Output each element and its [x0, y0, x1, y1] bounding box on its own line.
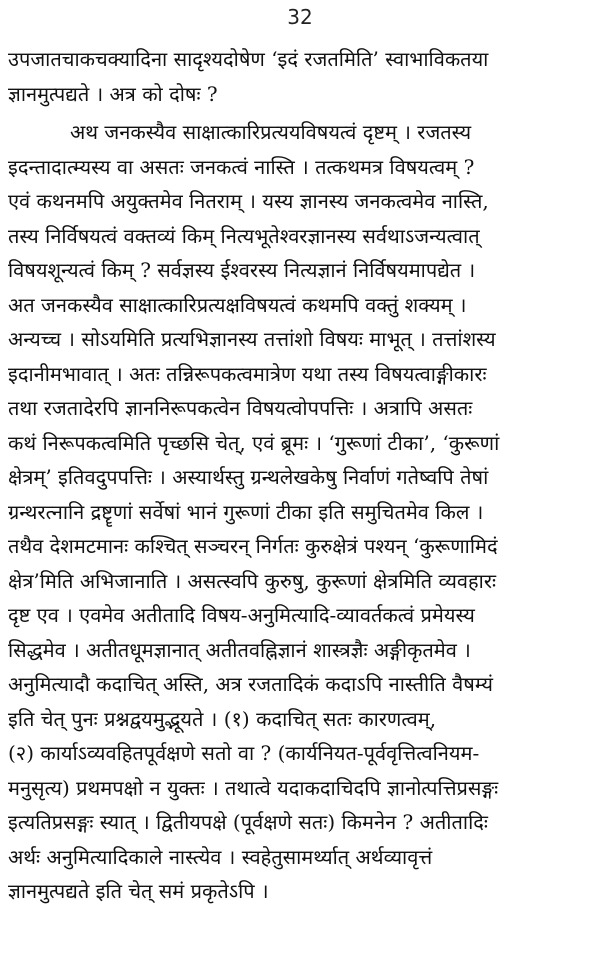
text-line: अथ जनकस्यैव साक्षात्कारिप्रत्ययविषयत्वं दृष्टम् । रजतस्य — [70, 120, 472, 144]
text-line: अन्यच्च । सोऽयमिति प्रत्यभिज्ञानस्य तत्तांशो विषयः माभूत् । तत्तांशस्य — [8, 327, 496, 351]
text-line: अत जनकस्यैव साक्षात्कारिप्रत्यक्षविषयत्वं कथमपि वक्तुं शक्यम् । — [8, 292, 467, 317]
text-line: ज्ञानमुत्पद्यते इति चेत् समं प्रकृतेऽपि । — [8, 879, 269, 903]
text-line: उपजातचाकचक्यादिना सादृश्यदोषेण ‘इदं रजतमिति’ स्वाभाविकतया — [8, 47, 489, 71]
text-line: इदानीमभावात् । अतः तन्निरूपकत्वमात्रेण यथा तस्य विषयत्वाङ्गीकारः — [8, 361, 487, 386]
text-line: ज्ञानमुत्पद्यते । अत्र को दोषः ? — [8, 81, 218, 106]
text-line: मनुसृत्य) प्रथमपक्षो न युक्तः । तथात्वे यदाकदाचिदपि ज्ञानोत्पत्तिप्रसङ्गः — [8, 775, 499, 800]
text-line: क्षेत्रम्’ इतिवदुपपत्तिः । अस्यार्थस्तु ग्रन्थलेखकेषु निर्वाणं गतेष्वपि तेषां — [8, 465, 489, 489]
text-line: (२) कार्याऽव्यवहितपूर्वक्षणे सतो वा ? (कार्यनियत-पूर्ववृत्तित्वनियम- — [8, 741, 480, 765]
paragraph-2 — [8, 115, 592, 909]
text-line: तथैव देशमटमानः कश्चित् सञ्चरन् निर्गतः कुरुक्षेत्रं पश्यन् ‘कुरूणामिदं — [8, 534, 498, 558]
page-number: 32 — [287, 5, 313, 29]
text-line: इत्यतिप्रसङ्गः स्यात् । द्वितीयपक्षे (पूर्वक्षणे सतः) किमनेन ? अतीतादिः — [8, 810, 488, 834]
text-line: तस्य निर्विषयत्वं वक्तव्यं किम् नित्यभूतेश्वरज्ञानस्य सर्वथाऽजन्यत्वात् — [8, 223, 480, 248]
text-line: इति चेत् पुनः प्रश्नद्वयमुद्भूयते । (१) कदाचित् सतः कारणत्वम्, — [8, 706, 437, 731]
text-line: इदन्तादात्म्यस्य वा असतः जनकत्वं नास्ति । तत्कथमत्र विषयत्वम् ? — [8, 154, 475, 179]
text-line: विषयशून्यत्वं किम् ? सर्वज्ञस्य ईश्वरस्य नित्यज्ञानं निर्विषयमापद्येत । — [8, 258, 476, 282]
paragraph-1 — [8, 42, 592, 111]
text-line: तथा रजतादेरपि ज्ञाननिरूपकत्वेन विषयत्वोपपत्तिः । अत्रापि असतः — [8, 396, 473, 420]
text-line: कथं निरूपकत्वमिति पृच्छसि चेत्, एवं ब्रूमः । ‘गुरूणां टीका’, ‘कुरूणां — [8, 430, 500, 455]
text-line: एवं कथनमपि अयुक्तमेव नितराम् । यस्य ज्ञानस्य जनकत्वमेव नास्ति, — [8, 189, 489, 213]
text-line: सिद्धमेव । अतीतधूमज्ञानात् अतीतवह्निज्ञानं शास्त्रज्ञैः अङ्गीकृतमेव । — [8, 637, 471, 662]
text-line: अनुमित्यादौ कदाचित् अस्ति, अत्र रजतादिकं कदाऽपि नास्तीति वैषम्यं — [8, 672, 493, 696]
text-line: क्षेत्र’मिति अभिजानाति । असत्स्वपि कुरुषु, कुरूणां क्षेत्रमिति व्यवहारः — [8, 568, 497, 593]
text-line: अर्थः अनुमित्यादिकाले नास्त्येव । स्वहेतुसामर्थ्यात् अर्थव्यावृत्तं — [8, 844, 433, 869]
text-line: दृष्ट एव । एवमेव अतीतादि विषय-अनुमित्यादि-व्यावर्तकत्वं प्रमेयस्य — [8, 603, 475, 627]
text-line: ग्रन्थरत्नानि द्रष्टॄणां सर्वेषां भानं गुरूणां टीका इति समुचितमेव किल । — [8, 499, 484, 524]
